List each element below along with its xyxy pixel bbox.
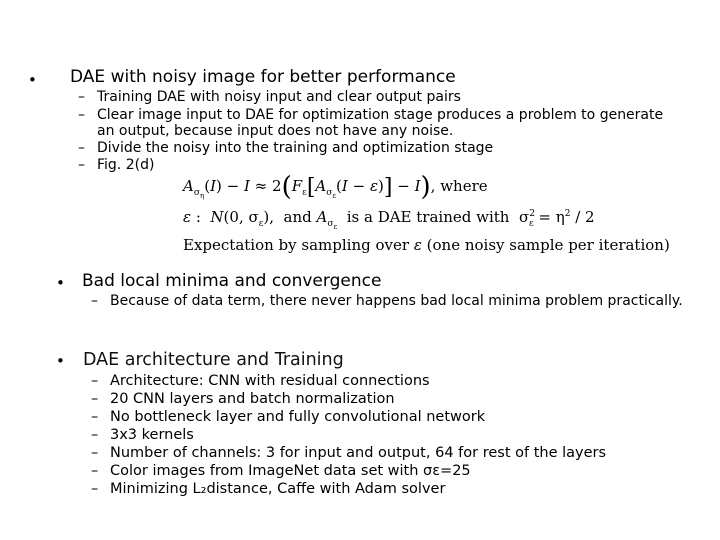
list-item: – No bottleneck layer and fully convolutional network	[91, 409, 486, 425]
list-item: – 20 CNN layers and batch normalization	[91, 391, 395, 407]
list-item: – Training DAE with noisy input and clear output pairs	[78, 89, 461, 105]
bullet: •	[28, 71, 37, 89]
list-item: – Because of data term, there never happens bad local minima problem practically.	[91, 293, 683, 309]
bullet: •	[56, 352, 65, 370]
list-item: – Number of channels: 3 for input and output, 64 for rest of the layers	[91, 445, 607, 461]
list-item: – 3x3 kernels	[91, 427, 194, 443]
formula-line-2: ε : N(0, $\sigma_\varepsilon$), and $A_{\sigma_\varepsilon}$ is a DAE trained with $\sigma^2_\varepsilon = \eta^2 / 2$	[183, 208, 595, 231]
bullet: •	[56, 274, 65, 292]
section-title: Bad local minima and convergence	[82, 271, 382, 291]
list-item: – Divide the noisy into the training and optimization stage	[78, 140, 494, 156]
section-title: DAE architecture and Training	[83, 350, 344, 370]
formula-line-1: $A_{\sigma_\eta}(I) - I \approx 2(F_\varepsilon[A_{\sigma_\varepsilon}(I - \varepsilon)] - I)$, where	[183, 172, 488, 202]
list-item: – Color images from ImageNet data set with σε=25	[91, 463, 471, 479]
list-item: – Minimizing L₂distance, Caffe with Adam solver	[91, 481, 446, 497]
list-item: – Architecture: CNN with residual connections	[91, 373, 430, 389]
list-item: – Clear image input to DAE for optimization stage produces a problem to generate an output, because input does not have any noise.	[78, 107, 664, 139]
formula-line-3: Expectation by sampling over ε (one noisy sample per iteration)	[183, 236, 670, 254]
section-title: DAE with noisy image for better performance	[70, 67, 456, 87]
list-item: – Fig. 2(d)	[78, 157, 155, 173]
